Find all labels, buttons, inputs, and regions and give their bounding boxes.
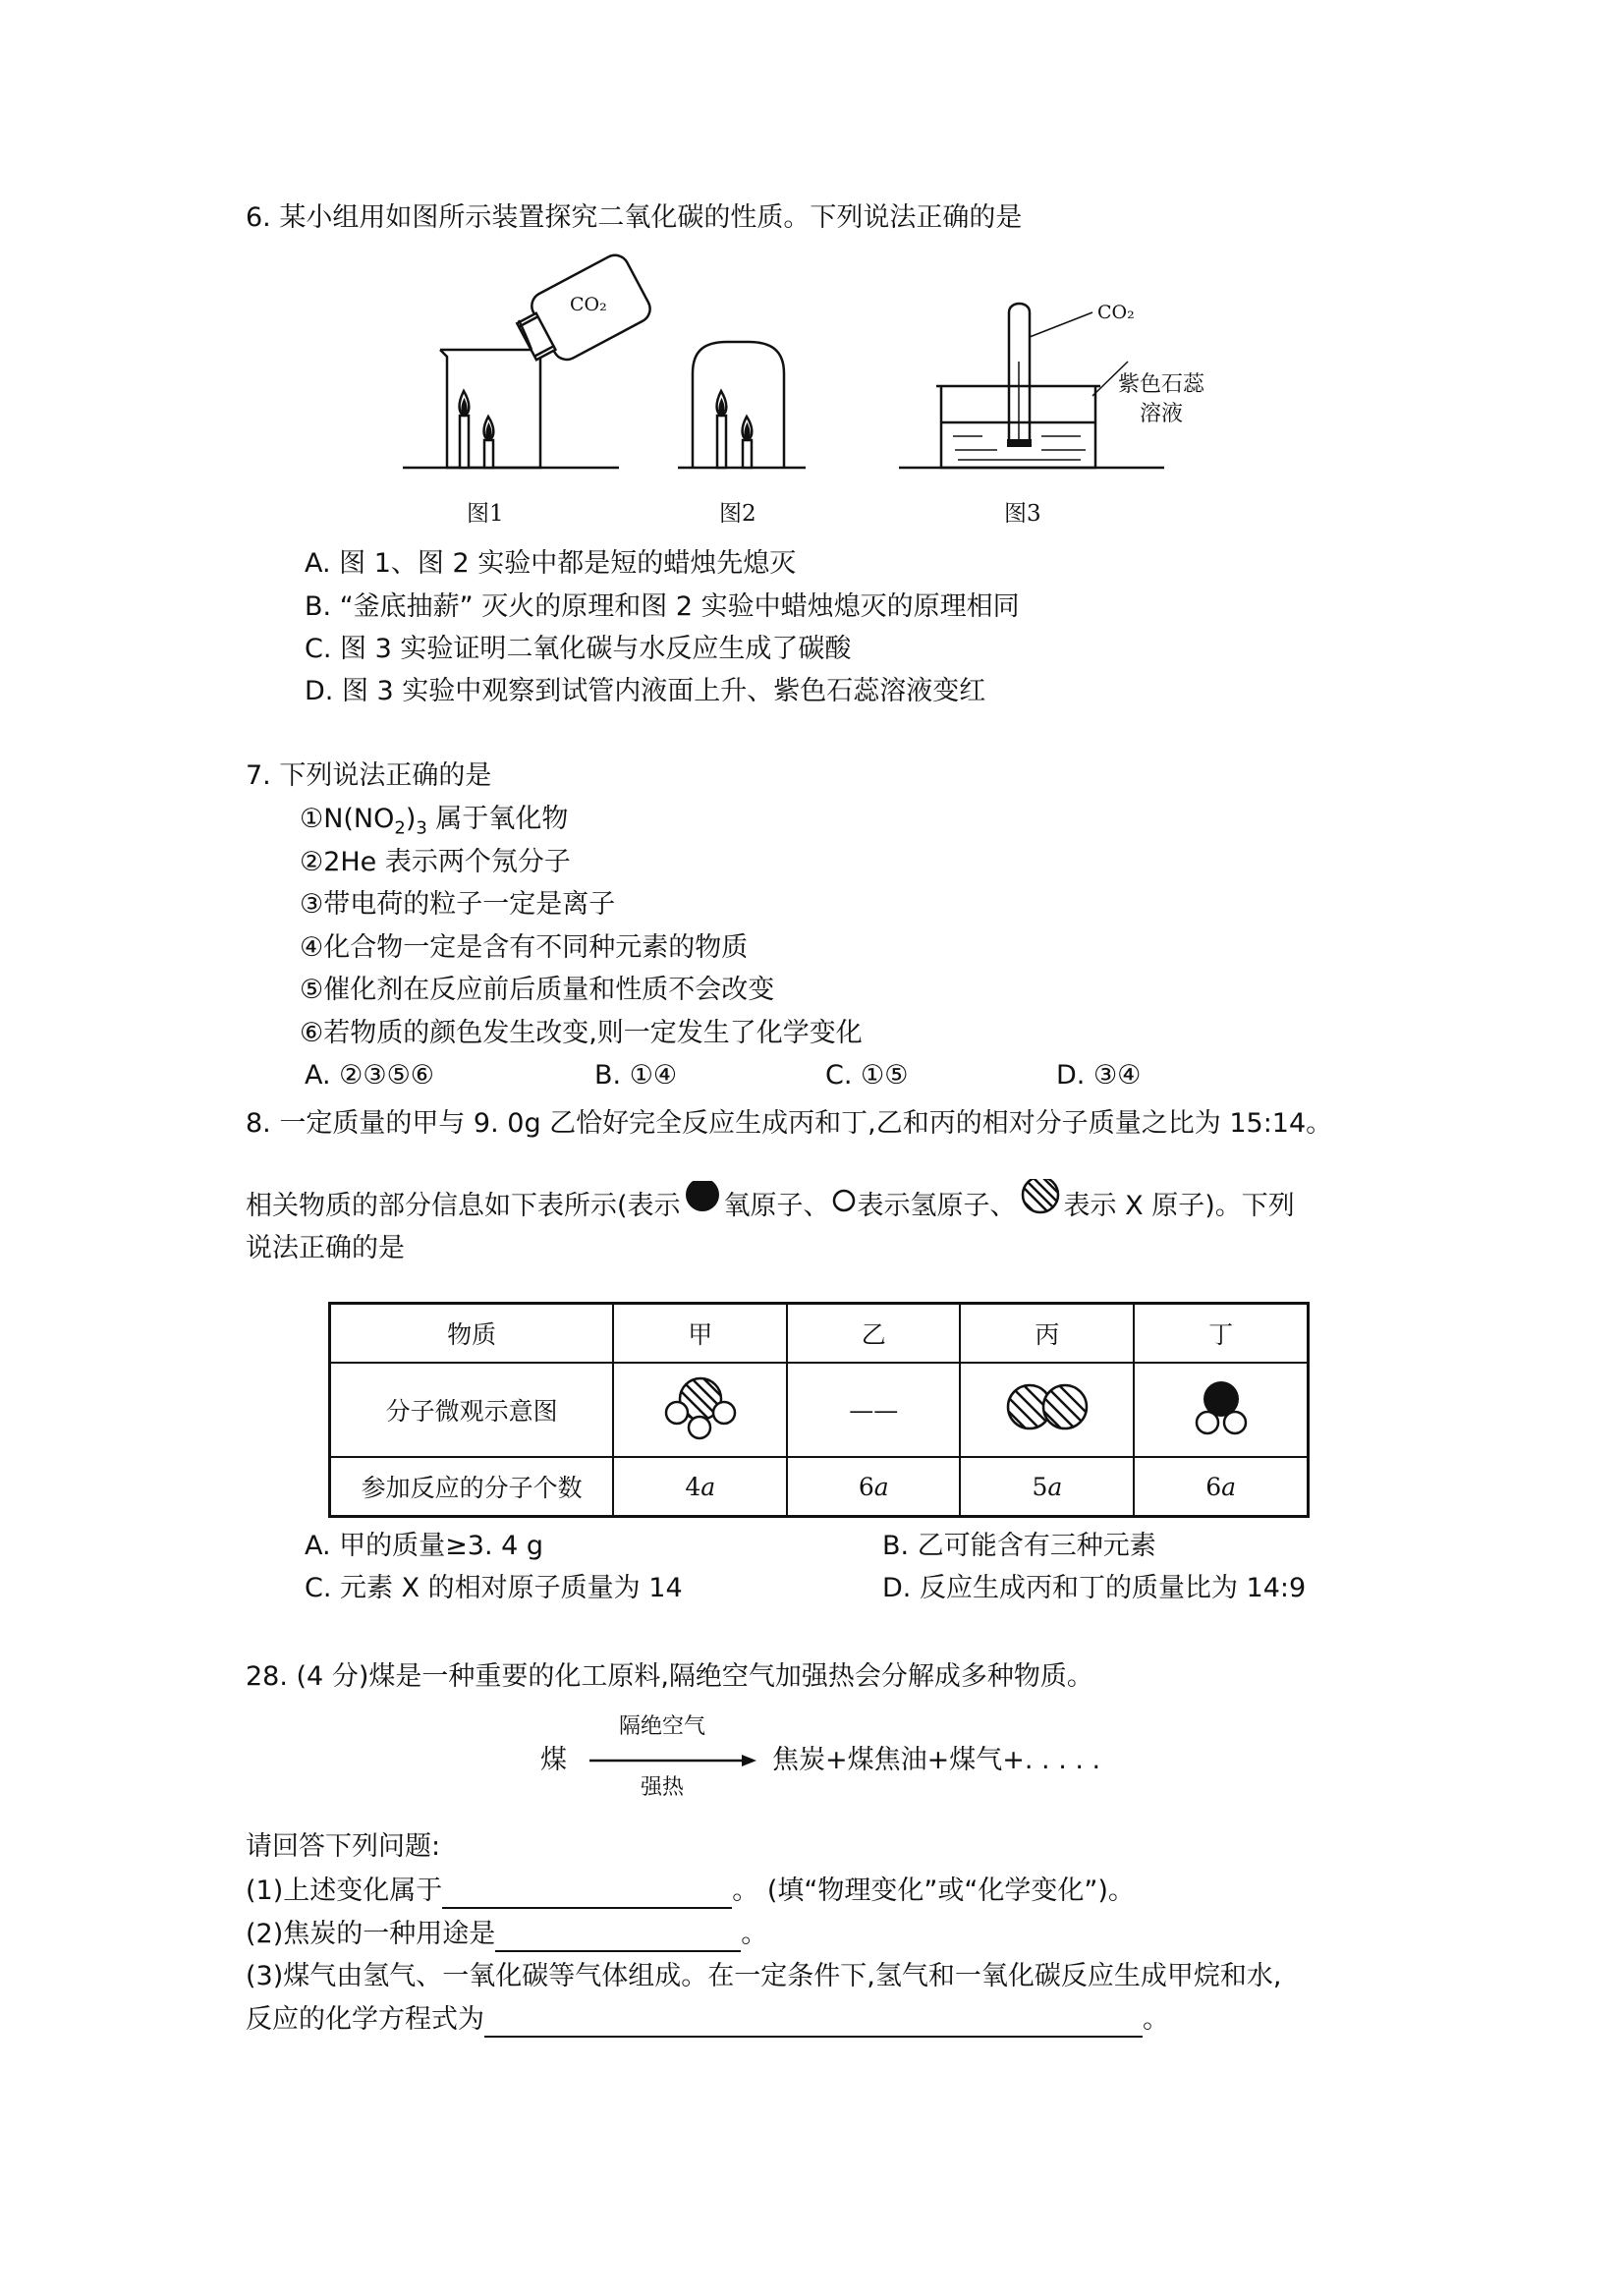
q7-option-b: B. ①④ — [594, 1060, 678, 1091]
table-row — [330, 1363, 1309, 1457]
q28-sub-2: (2)焦炭的一种用途是 。 — [246, 1917, 767, 1952]
table-cell-header-yi: 乙 — [787, 1304, 960, 1364]
figure-1 — [403, 251, 655, 468]
q8-option-b: B. 乙可能含有三种元素 — [882, 1531, 1156, 1561]
co2-bottle-label: CO₂ — [570, 294, 607, 315]
q6-option-b: B. “釜底抽薪” 灭火的原理和图 2 实验中蜡烛熄灭的原理相同 — [305, 591, 1020, 622]
q8-stem-line-2: 相关物质的部分信息如下表所示(表示 氧原子、 表示氢原子、 表示 X 原子)。下列 — [246, 1179, 1295, 1224]
q6-stem: 6. 某小组用如图所示装置探究二氧化碳的性质。下列说法正确的是 — [246, 202, 1023, 233]
q7-option-c: C. ①⑤ — [825, 1060, 909, 1091]
table-cell-header-substance: 物质 — [330, 1304, 614, 1364]
q8-option-a: A. 甲的质量≥3. 4 g — [305, 1531, 544, 1561]
table-cell-molecule-label: 分子微观示意图 — [330, 1363, 614, 1457]
table-row — [330, 1457, 1309, 1517]
figure-2 — [678, 342, 806, 468]
q6-option-a: A. 图 1、图 2 实验中都是短的蜡烛先熄灭 — [305, 548, 797, 579]
q6-option-d: D. 图 3 实验中观察到试管内液面上升、紫色石蕊溶液变红 — [305, 676, 986, 706]
q28-prompt: 请回答下列问题: — [246, 1831, 441, 1862]
oxygen-atom-icon — [683, 1181, 722, 1220]
q8-stem-line-3: 说法正确的是 — [246, 1233, 405, 1263]
answer-blank-1[interactable] — [442, 1879, 732, 1909]
table-cell-count-jia: 4a — [613, 1457, 787, 1517]
x-atom-icon — [1019, 1179, 1062, 1218]
q8-option-d: D. 反应生成丙和丁的质量比为 14:9 — [882, 1573, 1307, 1603]
q28-stem: 28. (4 分)煤是一种重要的化工原料,隔绝空气加强热会分解成多种物质。 — [246, 1661, 1093, 1692]
litmus-label-2: 溶液 — [1140, 402, 1184, 426]
reaction-condition-top: 隔绝空气 — [619, 1714, 706, 1739]
table-cell-molecule-ding — [1134, 1363, 1308, 1457]
table-cell-count-bing: 5a — [960, 1457, 1134, 1517]
q7-option-a: A. ②③⑤⑥ — [305, 1060, 434, 1091]
fig3-caption: 图3 — [1004, 501, 1041, 527]
table-cell-header-jia: 甲 — [613, 1304, 787, 1364]
q28-sub-3-line-1: (3)煤气由氢气、一氧化碳等气体组成。在一定条件下,氢气和一氧化碳反应生成甲烷和水, — [246, 1961, 1282, 1991]
molecule-jia-icon — [653, 1368, 748, 1446]
q7-item-6: ⑥若物质的颜色发生改变,则一定发生了化学变化 — [300, 1018, 863, 1048]
table-cell-count-yi: 6a — [787, 1457, 960, 1517]
q7-item-1: $①N(NO_2)_3$ 属于氧化物 — [300, 804, 569, 839]
fig1-caption: 图1 — [467, 501, 504, 527]
litmus-label-1: 紫色石蕊 — [1118, 372, 1205, 397]
table-cell-count-label: 参加反应的分子个数 — [330, 1457, 614, 1517]
molecule-bing-icon — [998, 1379, 1096, 1434]
molecule-ding-icon — [1182, 1372, 1260, 1442]
hydrogen-atom-icon — [831, 1189, 857, 1216]
q28-sub-3-line-2: 反应的化学方程式为 。 — [246, 2002, 1169, 2038]
co2-tube-label: CO₂ — [1097, 302, 1135, 323]
q8-stem-line-1: 8. 一定质量的甲与 9. 0g 乙恰好完全反应生成丙和丁,乙和丙的相对分子质量之比为 15:14。 — [246, 1108, 1333, 1139]
q6-option-c: C. 图 3 实验证明二氧化碳与水反应生成了碳酸 — [305, 634, 852, 664]
q28-sub-1: (1)上述变化属于 。 (填“物理变化”或“化学变化”)。 — [246, 1874, 1135, 1909]
q6-figures — [393, 244, 1297, 529]
reaction-reactant: 煤 — [540, 1745, 567, 1775]
q8-option-c: C. 元素 X 的相对原子质量为 14 — [305, 1573, 683, 1603]
table-row — [330, 1304, 1309, 1364]
q7-stem: 7. 下列说法正确的是 — [246, 760, 492, 791]
table-cell-molecule-bing — [960, 1363, 1134, 1457]
table-cell-molecule-jia — [613, 1363, 787, 1457]
q7-item-2: ②2He 表示两个氖分子 — [300, 847, 571, 877]
q7-item-5: ⑤催化剂在反应前后质量和性质不会改变 — [300, 975, 775, 1005]
table-cell-count-ding: 6a — [1134, 1457, 1308, 1517]
table-cell-molecule-yi: —— — [787, 1363, 960, 1457]
q8-info-table — [328, 1302, 1310, 1518]
q7-item-3: ③带电荷的粒子一定是离子 — [300, 889, 616, 920]
table-cell-header-bing: 丙 — [960, 1304, 1134, 1364]
answer-blank-2[interactable] — [495, 1923, 741, 1952]
reaction-condition-bottom: 强热 — [641, 1775, 685, 1800]
table-cell-header-ding: 丁 — [1134, 1304, 1308, 1364]
fig2-caption: 图2 — [719, 501, 756, 527]
reaction-products: 焦炭+煤焦油+煤气+. . . . . — [772, 1745, 1101, 1775]
q7-item-4: ④化合物一定是含有不同种元素的物质 — [300, 932, 749, 963]
answer-blank-3[interactable] — [484, 2008, 1143, 2038]
q7-option-d: D. ③④ — [1056, 1060, 1142, 1091]
reaction-arrow-icon — [589, 1751, 758, 1770]
